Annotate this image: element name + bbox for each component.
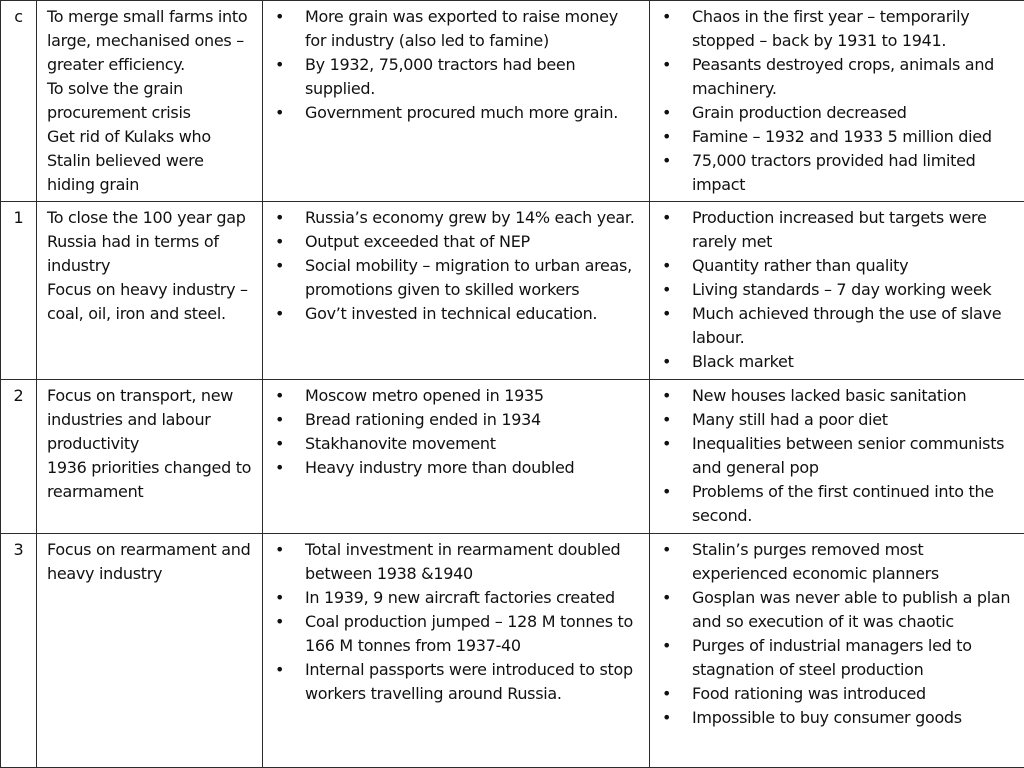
aim-text: Get rid of Kulaks who Stalin believed were hiding grain	[47, 127, 211, 194]
aims-cell	[37, 534, 263, 768]
failure-item: • Inequalities between senior communists and general pop	[660, 432, 1018, 480]
failure-item: • Peasants destroyed crops, animals and machinery.	[660, 53, 1018, 101]
failure-item: • Famine – 1932 and 1933 5 million died	[660, 125, 1018, 149]
aim-text: 1936 priorities changed to rearmament	[47, 458, 252, 501]
failures-cell	[650, 202, 1024, 380]
success-item: • Moscow metro opened in 1935	[273, 384, 643, 408]
aims-cell	[37, 380, 263, 534]
success-item: • Bread rationing ended in 1934	[273, 408, 643, 432]
successes-cell	[263, 534, 650, 768]
success-item: • Russia’s economy grew by 14% each year.	[273, 206, 643, 230]
success-item: • Coal production jumped – 128 M tonnes to 166 M tonnes from 1937-40	[273, 610, 643, 658]
failure-item: • Stalin’s purges removed most experienced economic planners	[660, 538, 1018, 586]
aim-text: To merge small farms into large, mechanised ones – greater efficiency.	[47, 7, 248, 74]
failure-item: • Food rationing was introduced	[660, 682, 1018, 706]
failure-item: • Black market	[660, 350, 1018, 374]
table-row	[1, 534, 1024, 768]
failure-item: • Much achieved through the use of slave labour.	[660, 302, 1018, 350]
success-item: • Gov’t invested in technical education.	[273, 302, 643, 326]
row-label: 2	[1, 380, 37, 534]
failures-cell	[650, 1, 1024, 202]
successes-cell	[263, 202, 650, 380]
failure-item: • Problems of the first continued into the second.	[660, 480, 1018, 528]
failure-item: • 75,000 tractors provided had limited impact	[660, 149, 1018, 197]
aim-text: To solve the grain procurement crisis	[47, 79, 191, 122]
failure-item: • Chaos in the first year – temporarily stopped – back by 1931 to 1941.	[660, 5, 1018, 53]
table-row	[1, 1, 1024, 202]
aim-text: Focus on heavy industry – coal, oil, iron and steel.	[47, 280, 248, 323]
failure-item: • Living standards – 7 day working week	[660, 278, 1018, 302]
failure-item: • New houses lacked basic sanitation	[660, 384, 1018, 408]
row-label: 3	[1, 534, 37, 768]
success-item: • More grain was exported to raise money for industry (also led to famine)	[273, 5, 643, 53]
failure-item: • Purges of industrial managers led to stagnation of steel production	[660, 634, 1018, 682]
success-item: • Heavy industry more than doubled	[273, 456, 643, 480]
aim-text: Focus on rearmament and heavy industry	[47, 540, 251, 583]
success-item: • Social mobility – migration to urban areas, promotions given to skilled workers	[273, 254, 643, 302]
row-label: c	[1, 1, 37, 202]
successes-cell	[263, 1, 650, 202]
aims-cell	[37, 202, 263, 380]
row-label: 1	[1, 202, 37, 380]
successes-cell	[263, 380, 650, 534]
aim-text: Focus on transport, new industries and labour productivity	[47, 386, 234, 453]
success-item: • Total investment in rearmament doubled between 1938 &1940	[273, 538, 643, 586]
aim-text: To close the 100 year gap Russia had in terms of industry	[47, 208, 246, 275]
success-item: • Government procured much more grain.	[273, 101, 643, 125]
table-row	[1, 202, 1024, 380]
failure-item: • Production increased but targets were rarely met	[660, 206, 1018, 254]
success-item: • Output exceeded that of NEP	[273, 230, 643, 254]
success-item: • By 1932, 75,000 tractors had been supplied.	[273, 53, 643, 101]
failure-item: • Quantity rather than quality	[660, 254, 1018, 278]
failures-cell	[650, 534, 1024, 768]
failure-item: • Impossible to buy consumer goods	[660, 706, 1018, 730]
failures-cell	[650, 380, 1024, 534]
success-item: • Internal passports were introduced to stop workers travelling around Russia.	[273, 658, 643, 706]
failure-item: • Many still had a poor diet	[660, 408, 1018, 432]
failure-item: • Grain production decreased	[660, 101, 1018, 125]
success-item: • In 1939, 9 new aircraft factories created	[273, 586, 643, 610]
table-row	[1, 380, 1024, 534]
success-item: • Stakhanovite movement	[273, 432, 643, 456]
aims-cell	[37, 1, 263, 202]
failure-item: • Gosplan was never able to publish a plan and so execution of it was chaotic	[660, 586, 1018, 634]
